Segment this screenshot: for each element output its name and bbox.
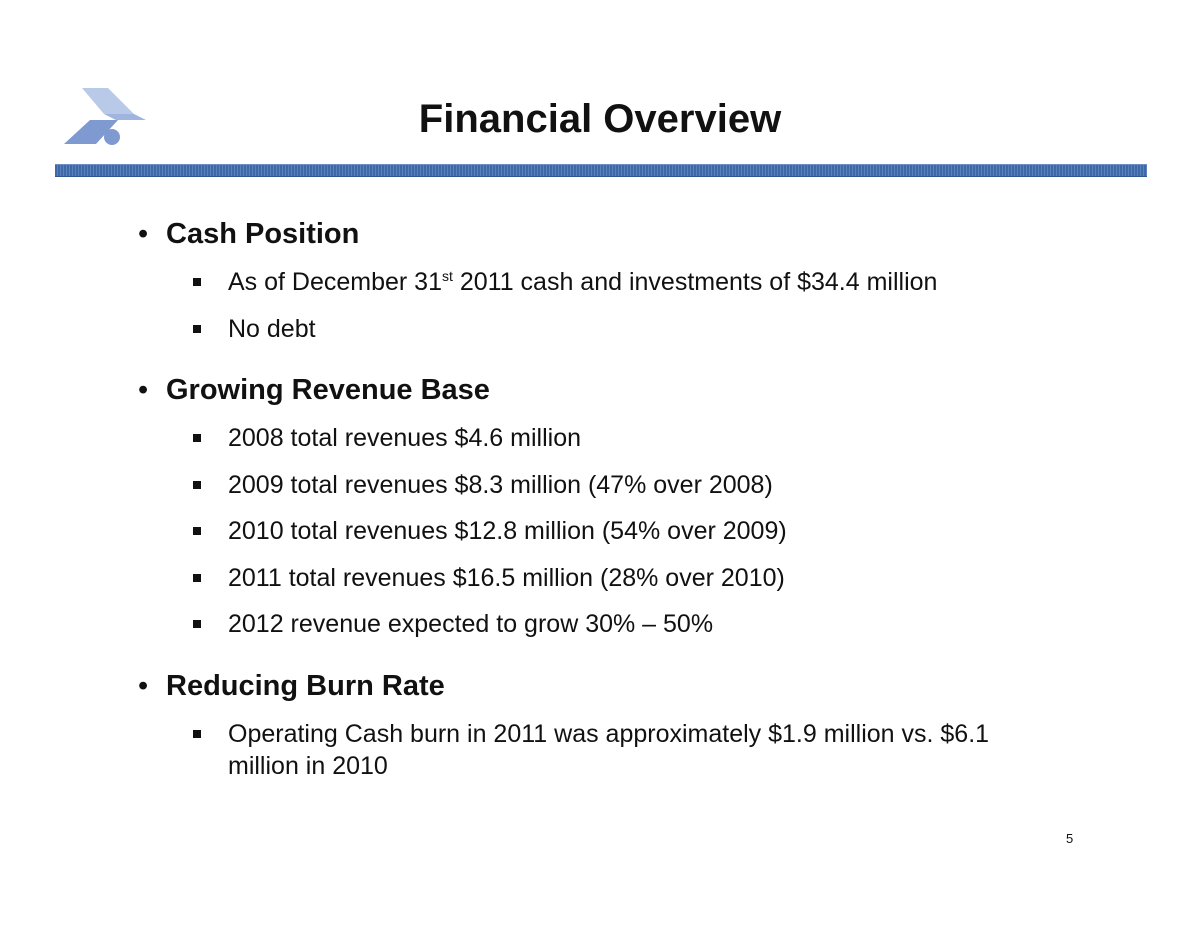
superscript: st bbox=[442, 268, 453, 284]
square-bullet-icon bbox=[193, 620, 201, 628]
title-divider bbox=[55, 164, 1147, 177]
section-heading-growing-revenue-base bbox=[138, 373, 490, 407]
list-item-text: 2010 total revenues $12.8 million (54% over 2009) bbox=[228, 517, 787, 545]
section-heading-reducing-burn-rate bbox=[138, 669, 445, 703]
page-number: 5 bbox=[1066, 831, 1074, 846]
square-bullet-icon bbox=[193, 278, 201, 286]
list-item-text: Operating Cash burn in 2011 was approximately $1.9 million vs. $6.1 million in 2010 bbox=[228, 720, 990, 780]
square-bullet-icon bbox=[193, 730, 201, 738]
list-item-text: 2011 total revenues $16.5 million (28% over 2010) bbox=[228, 564, 785, 592]
bullet-dot: • bbox=[138, 218, 149, 250]
list-item bbox=[193, 422, 1073, 454]
list-item bbox=[193, 266, 1073, 298]
square-bullet-icon bbox=[193, 574, 201, 582]
bullet-dot: • bbox=[138, 374, 149, 406]
list-item bbox=[193, 562, 1073, 594]
list-item-text: 2009 total revenues $8.3 million (47% over 2008) bbox=[228, 471, 773, 499]
section-heading-label: Reducing Burn Rate bbox=[166, 670, 445, 702]
list-item-text-part: 2011 cash and investments of $34.4 million bbox=[452, 268, 938, 296]
section-heading-label: Cash Position bbox=[166, 218, 360, 250]
slide-title: Financial Overview bbox=[418, 97, 782, 141]
list-item-text bbox=[228, 266, 1073, 298]
list-item bbox=[193, 469, 1073, 501]
square-bullet-icon bbox=[193, 527, 201, 535]
list-item-text-part: As of December 31 bbox=[228, 268, 442, 296]
list-item-text: No debt bbox=[228, 315, 316, 343]
square-bullet-icon bbox=[193, 434, 201, 442]
list-item bbox=[193, 313, 1073, 345]
list-item-text: 2012 revenue expected to grow 30% – 50% bbox=[228, 610, 714, 638]
list-item bbox=[193, 515, 1073, 547]
square-bullet-icon bbox=[193, 325, 201, 333]
list-item bbox=[193, 718, 1053, 782]
section-heading-label: Growing Revenue Base bbox=[166, 374, 490, 406]
list-item bbox=[193, 608, 1073, 640]
square-bullet-icon bbox=[193, 481, 201, 489]
bullet-dot: • bbox=[138, 670, 149, 702]
list-item-text: 2008 total revenues $4.6 million bbox=[228, 424, 582, 452]
section-heading-cash-position bbox=[138, 217, 359, 251]
